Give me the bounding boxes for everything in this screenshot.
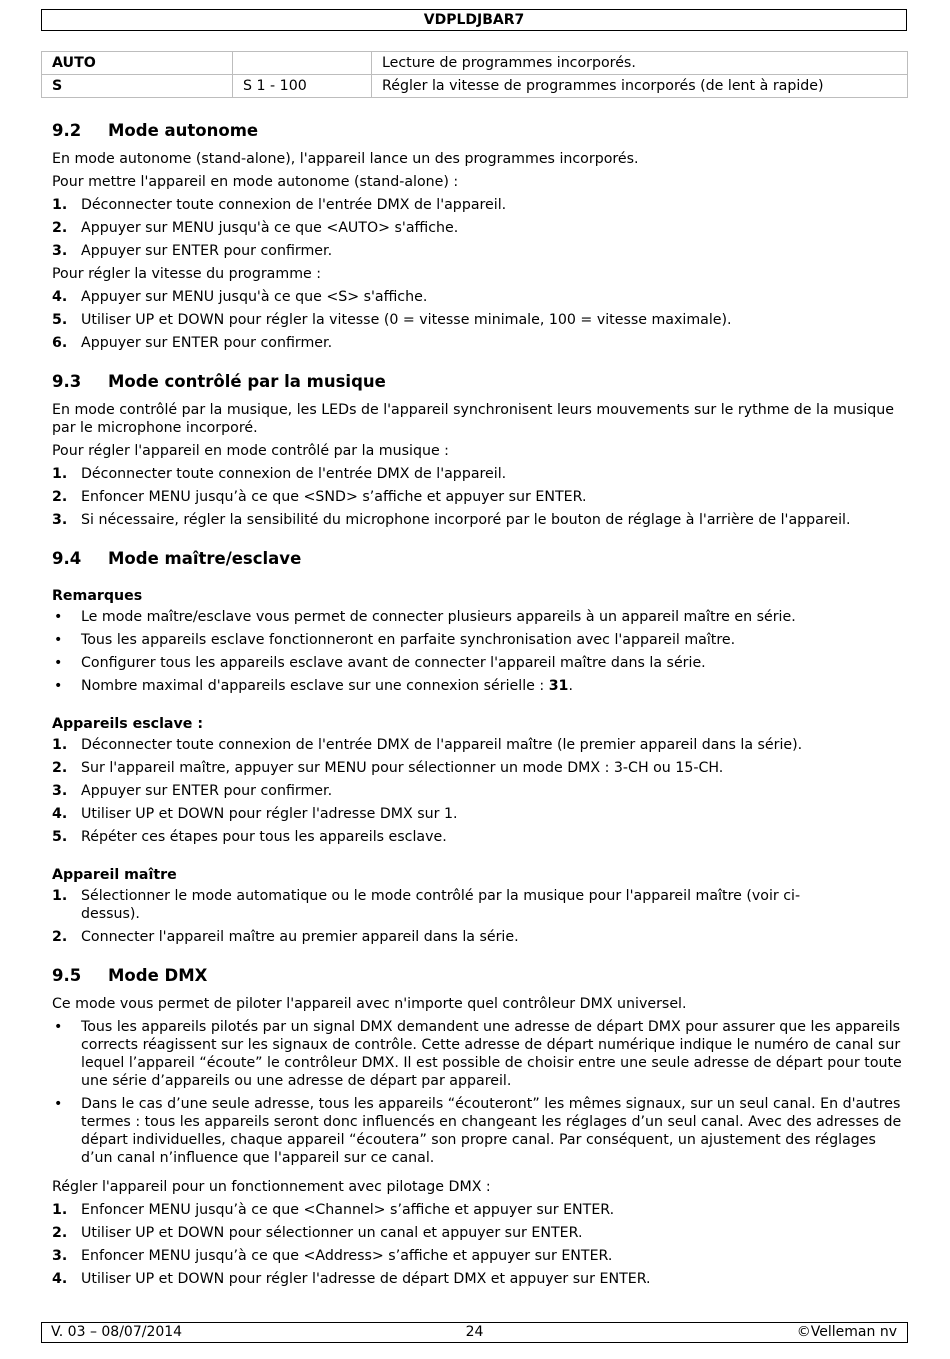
step-number: 2. (52, 760, 68, 776)
section-title: Mode DMX (108, 966, 208, 985)
list-item (52, 196, 902, 214)
list-item (52, 736, 902, 754)
step-number: 1. (52, 737, 68, 753)
list-item (52, 782, 902, 800)
step-text: Utiliser UP et DOWN pour régler l'adresse de départ DMX et appuyer sur ENTER. (81, 1271, 651, 1287)
step-number: 1. (52, 466, 68, 482)
steps-list (52, 1201, 902, 1288)
step-text: Appuyer sur MENU jusqu'à ce que <S> s'affiche. (81, 289, 428, 305)
page-number: 24 (465, 1324, 484, 1340)
step-text: Utiliser UP et DOWN pour sélectionner un canal et appuyer sur ENTER. (81, 1225, 583, 1241)
document-title: VDPLDJBAR7 (423, 12, 525, 28)
step-text: Enfoncer MENU jusqu’à ce que <Channel> s’affiche et appuyer sur ENTER. (81, 1202, 615, 1218)
step-text: Appuyer sur ENTER pour confirmer. (81, 335, 333, 351)
step-text: Enfoncer MENU jusqu’à ce que <SND> s’affiche et appuyer sur ENTER. (81, 489, 587, 505)
bullet-text: Configurer tous les appareils esclave avant de connecter l'appareil maître dans la série. (81, 655, 706, 671)
step-text: Sur l'appareil maître, appuyer sur MENU pour sélectionner un mode DMX : 3-CH ou 15-CH. (81, 760, 724, 776)
bullet-icon: • (54, 632, 63, 648)
steps-list (52, 887, 902, 946)
step-text: Sélectionner le mode automatique ou le mode contrôlé par la musique pour l'appareil maître (voir ci-dessus). (81, 888, 801, 922)
list-item (52, 887, 902, 923)
list-item (52, 805, 902, 823)
step-number: 4. (52, 1271, 68, 1287)
page-header (41, 9, 907, 31)
step-number: 5. (52, 312, 68, 328)
section-number: 9.5 (52, 966, 82, 985)
paragraph: Pour mettre l'appareil en mode autonome (stand-alone) : (52, 174, 459, 190)
list-item (52, 654, 902, 672)
table-cell: Lecture de programmes incorporés. (372, 52, 908, 75)
step-number: 1. (52, 888, 68, 904)
list-item (52, 242, 902, 260)
section-heading (52, 369, 902, 395)
step-number: 2. (52, 220, 68, 236)
step-text: Utiliser UP et DOWN pour régler l'adresse DMX sur 1. (81, 806, 458, 822)
settings-table (41, 51, 908, 98)
list-item (52, 288, 902, 306)
section-title: Mode contrôlé par la musique (108, 372, 386, 391)
bullet-text: Tous les appareils esclave fonctionneront en parfaite synchronisation avec l'appareil maître. (81, 632, 736, 648)
bullet-icon: • (54, 678, 63, 694)
page-footer (41, 1322, 908, 1343)
bullet-icon: • (54, 1019, 63, 1035)
step-number: 1. (52, 1202, 68, 1218)
step-number: 6. (52, 335, 68, 351)
table-cell (233, 52, 372, 75)
list-item (52, 465, 902, 483)
list-item (52, 1247, 902, 1265)
subheading: Remarques (52, 588, 143, 604)
bullet-text: Dans le cas d’une seule adresse, tous les appareils “écouteront” les mêmes signaux, sur un seul canal. En d'autres termes : tous les appareils seront donc influencés en changeant les réglages d’un seul canal. Avec des adresses de départ individuelles, chaque appareil “écoutera” son propre canal. Par conséquent, un ajustement des réglages d’un canal n’influence que l'appareil sur ce canal. (81, 1096, 902, 1166)
step-number: 4. (52, 289, 68, 305)
list-item (52, 511, 902, 529)
bullet-list (52, 608, 902, 695)
version-date: V. 03 – 08/07/2014 (51, 1324, 183, 1340)
bullet-text: Le mode maître/esclave vous permet de connecter plusieurs appareils à un appareil maître en série. (81, 609, 796, 625)
list-item (52, 608, 902, 626)
step-number: 3. (52, 783, 68, 799)
list-item (52, 1201, 902, 1219)
step-text: Enfoncer MENU jusqu’à ce que <Address> s’affiche et appuyer sur ENTER. (81, 1248, 613, 1264)
list-item (52, 488, 902, 506)
section-heading (52, 963, 902, 989)
section-number: 9.4 (52, 549, 82, 568)
section-heading (52, 546, 902, 572)
bullet-text: Nombre maximal d'appareils esclave sur une connexion sérielle : (81, 678, 549, 694)
list-item (52, 677, 902, 695)
step-text: Connecter l'appareil maître au premier appareil dans la série. (81, 929, 519, 945)
step-text: Déconnecter toute connexion de l'entrée DMX de l'appareil. (81, 197, 507, 213)
section-title: Mode maître/esclave (108, 549, 302, 568)
paragraph: Régler l'appareil pour un fonctionnement avec pilotage DMX : (52, 1179, 491, 1195)
list-item (52, 1270, 902, 1288)
subheading: Appareil maître (52, 867, 177, 883)
list-item (52, 219, 902, 237)
table-cell: Régler la vitesse de programmes incorporés (de lent à rapide) (372, 75, 908, 98)
paragraph: Pour régler la vitesse du programme : (52, 266, 322, 282)
list-item (52, 928, 902, 946)
paragraph: Pour régler l'appareil en mode contrôlé par la musique : (52, 443, 449, 459)
list-item (52, 1224, 902, 1242)
list-item (52, 311, 902, 329)
step-number: 1. (52, 197, 68, 213)
bullet-text-end: . (568, 678, 573, 694)
bullet-icon: • (54, 609, 63, 625)
section-number: 9.3 (52, 372, 82, 391)
step-text: Utiliser UP et DOWN pour régler la vitesse (0 = vitesse minimale, 100 = vitesse maximale). (81, 312, 732, 328)
table-cell: AUTO (42, 52, 233, 75)
list-item (52, 1095, 902, 1167)
step-number: 3. (52, 1248, 68, 1264)
paragraph: Ce mode vous permet de piloter l'appareil avec n'importe quel contrôleur DMX universel. (52, 996, 687, 1012)
table-row (42, 52, 908, 75)
step-text: Appuyer sur ENTER pour confirmer. (81, 783, 333, 799)
bullet-icon: • (54, 1096, 63, 1112)
bullet-text: Tous les appareils pilotés par un signal DMX demandent une adresse de départ DMX pour assurer que les appareils corrects réagissent sur les signaux de contrôle. Cette adresse de départ numérique indique le numéro de canal sur lequel l’appareil “écoute” le contrôleur DMX. Il est possible de choisir entre une seule adresse de départ pour toute une série d’appareils ou une adresse de départ par appareil. (81, 1019, 902, 1089)
steps-list (52, 196, 902, 260)
copyright: ©Velleman nv (796, 1324, 897, 1340)
step-text: Déconnecter toute connexion de l'entrée DMX de l'appareil maître (le premier appareil dans la série). (81, 737, 803, 753)
step-number: 5. (52, 829, 68, 845)
list-item (52, 759, 902, 777)
step-text: Appuyer sur ENTER pour confirmer. (81, 243, 333, 259)
steps-list (52, 736, 902, 846)
list-item (52, 1018, 902, 1090)
section-heading (52, 118, 902, 144)
list-item (52, 631, 902, 649)
step-number: 3. (52, 512, 68, 528)
step-text: Déconnecter toute connexion de l'entrée DMX de l'appareil. (81, 466, 507, 482)
step-text: Si nécessaire, régler la sensibilité du microphone incorporé par le bouton de réglage à l'arrière de l'appareil. (81, 512, 851, 528)
list-item (52, 828, 902, 846)
paragraph: En mode autonome (stand-alone), l'appareil lance un des programmes incorporés. (52, 151, 639, 167)
section-title: Mode autonome (108, 121, 259, 140)
max-slaves-value: 31 (548, 678, 569, 694)
list-item (52, 334, 902, 352)
subheading: Appareils esclave : (52, 716, 203, 732)
table-row (42, 75, 908, 98)
step-number: 2. (52, 489, 68, 505)
section-number: 9.2 (52, 121, 82, 140)
table-cell: S (42, 75, 233, 98)
step-number: 3. (52, 243, 68, 259)
step-number: 4. (52, 806, 68, 822)
step-text: Appuyer sur MENU jusqu'à ce que <AUTO> s'affiche. (81, 220, 459, 236)
bullet-icon: • (54, 655, 63, 671)
step-number: 2. (52, 929, 68, 945)
bullet-list (52, 1018, 902, 1167)
step-number: 2. (52, 1225, 68, 1241)
steps-list (52, 288, 902, 352)
steps-list (52, 465, 902, 529)
paragraph: En mode contrôlé par la musique, les LEDs de l'appareil synchronisent leurs mouvements sur le rythme de la musique par le microphone incorporé. (52, 402, 895, 436)
step-text: Répéter ces étapes pour tous les appareils esclave. (81, 829, 447, 845)
page-content (52, 118, 902, 1293)
table-cell: S 1 - 100 (233, 75, 372, 98)
